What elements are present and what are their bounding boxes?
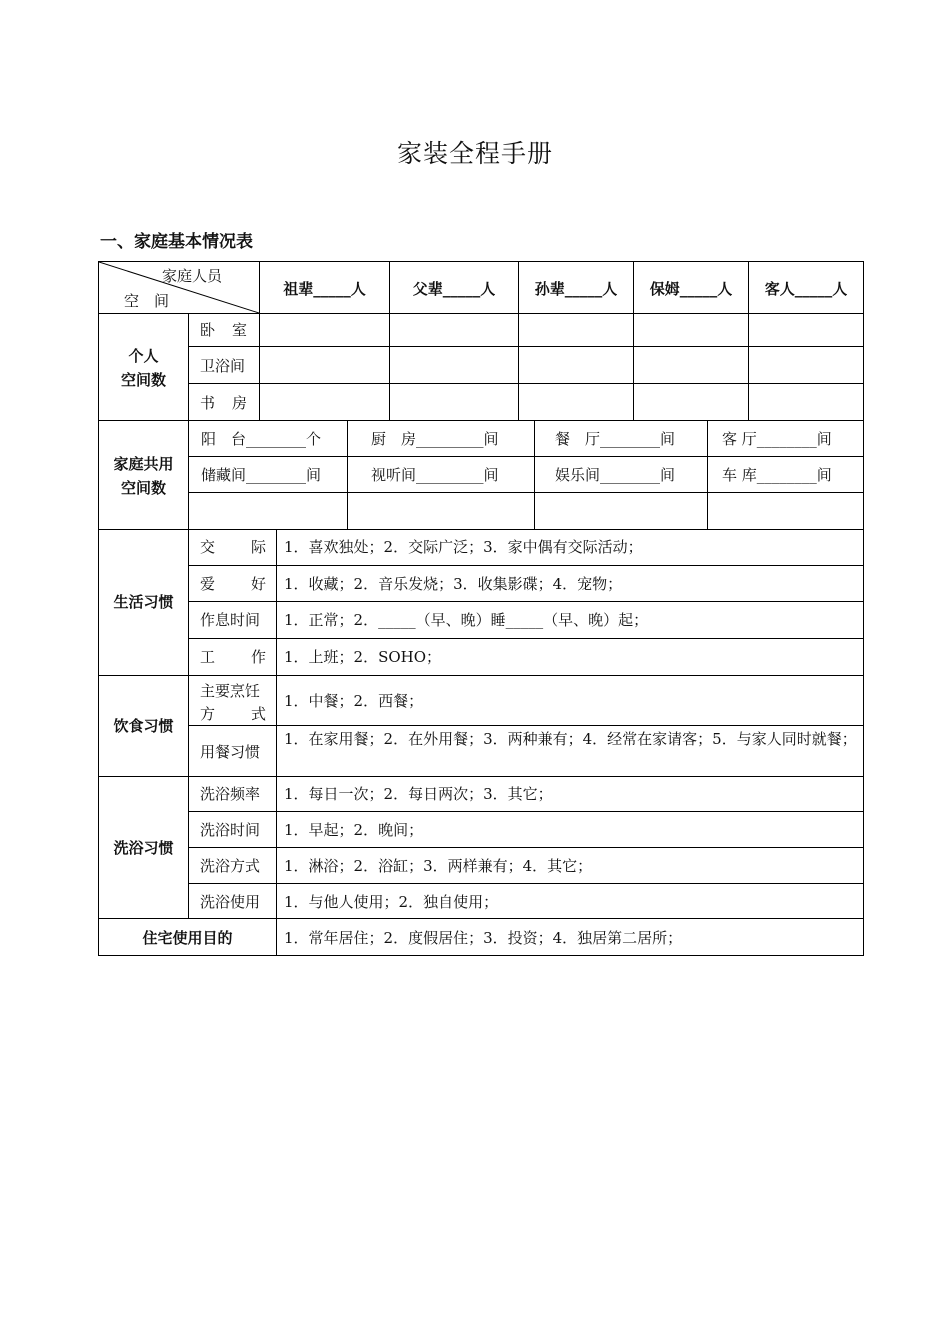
life-value-schedule: 1．正常；2．_____（早、晚）睡_____（早、晚）起； [284, 611, 649, 629]
bath-value-time: 1．早起；2．晚间； [284, 821, 424, 839]
shared-living: 客 厅________间 [722, 430, 832, 448]
shared-garage: 车 库________间 [722, 466, 832, 484]
life-value-social: 1．喜欢独处；2．交际广泛；3．家中偶有交际活动； [284, 538, 643, 556]
room-bathroom: 卫浴间 [200, 357, 246, 375]
bath-value-method: 1．淋浴；2．浴缸；3．两样兼有；4．其它； [284, 857, 593, 875]
life-key-work: 工 作 [200, 648, 266, 666]
life-key-hobby: 爱 好 [200, 575, 266, 593]
member-guests: 客人_____人 [764, 280, 848, 298]
life-key-schedule: 作息时间 [200, 611, 261, 629]
bath-value-usage: 1．与他人使用；2．独自使用； [284, 893, 499, 911]
corner-space-label: 空 间 [124, 292, 170, 310]
bath-key-method: 洗浴方式 [200, 857, 261, 875]
shared-entertainment: 娱乐间________间 [555, 466, 676, 484]
bath-key-frequency: 洗浴频率 [200, 785, 261, 803]
page-title: 家装全程手册 [396, 139, 553, 168]
shared-kitchen: 厨 房_________间 [371, 430, 499, 448]
life-value-hobby: 1．收藏；2．音乐发烧；3．收集影碟；4．宠物； [284, 575, 623, 593]
shared-storage: 储藏间________间 [201, 466, 322, 484]
bath-key-usage: 洗浴使用 [200, 893, 261, 911]
shared-dining: 餐 厅________间 [555, 430, 676, 448]
bath-habits-label: 洗浴习惯 [113, 839, 174, 857]
diet-value-cooking: 1．中餐；2．西餐； [284, 692, 424, 710]
bath-key-time: 洗浴时间 [200, 821, 261, 839]
shared-balcony: 阳 台________个 [201, 430, 322, 448]
bath-value-frequency: 1．每日一次；2．每日两次；3．其它； [284, 785, 553, 803]
personal-space-label: 个人 空间数 [120, 347, 166, 389]
life-habits-label: 生活习惯 [113, 593, 174, 611]
diet-key-cooking: 主要烹饪 方 式 [200, 682, 266, 723]
room-study: 书 房 [200, 394, 248, 412]
member-grandparents: 祖辈_____人 [283, 280, 366, 298]
purpose-value: 1．常年居住；2．度假居住；3．投资；4．独居第二居所； [284, 929, 683, 947]
life-value-work: 1．上班；2．SOHO； [284, 648, 442, 666]
life-key-social: 交 际 [200, 538, 266, 556]
corner-members-label: 家庭人员 [162, 267, 223, 285]
purpose-label: 住宅使用目的 [142, 929, 233, 947]
member-parents: 父辈_____人 [412, 280, 496, 298]
diet-value-meals: 1．在家用餐；2．在外用餐；3．两种兼有；4．经常在家请客；5．与家人同时就餐； [284, 730, 857, 748]
shared-av-room: 视听间_________间 [371, 466, 499, 484]
member-nanny: 保姆_____人 [649, 280, 733, 298]
diet-habits-label: 饮食习惯 [113, 717, 174, 735]
member-grandchildren: 孙辈_____人 [534, 280, 618, 298]
section-title: 一、家庭基本情况表 [100, 232, 253, 252]
diet-key-meals: 用餐习惯 [200, 743, 261, 761]
room-bedroom: 卧 室 [200, 321, 248, 339]
shared-space-label: 家庭共用 空间数 [113, 455, 174, 497]
